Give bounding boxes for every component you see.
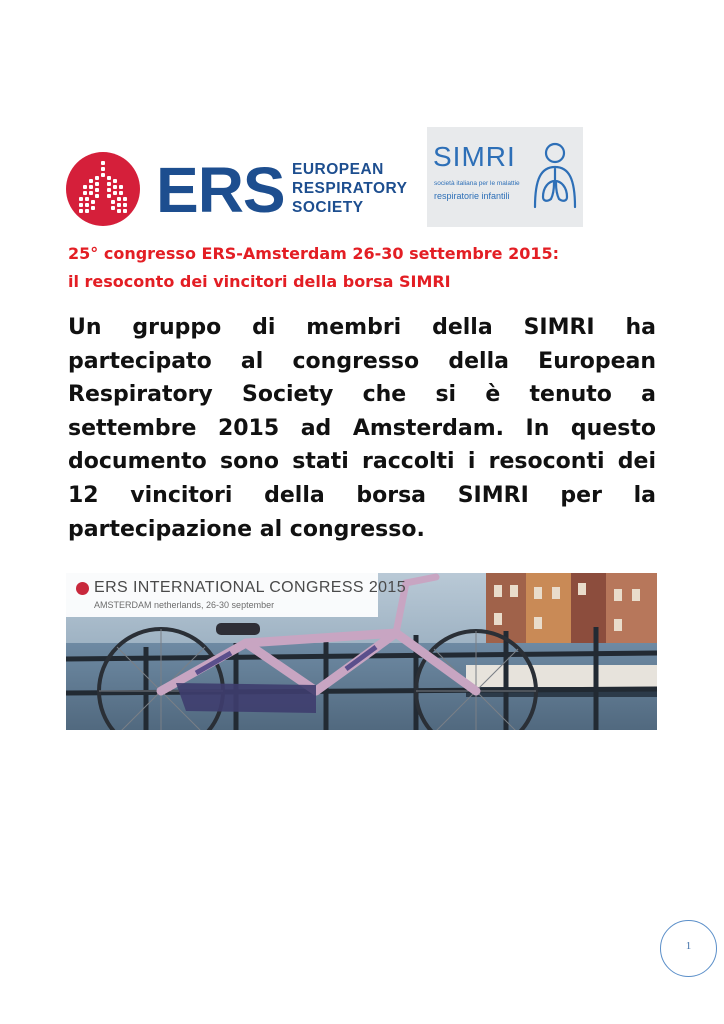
simri-name: SIMRI: [433, 141, 516, 172]
intro-paragraph: Un gruppo di membri della SIMRI ha partecipato al congresso della European Respiratory Society che si è tenuto a settembre 2015 ad Amsterdam. In questo documento sono stati raccolti i resoconti dei 12 vincitori della borsa SIMRI per la partecipazione al congresso.: [68, 315, 656, 542]
page-number-badge: [660, 920, 717, 977]
ers-word: RESPIRATORY: [292, 180, 408, 197]
ers-lungs-icon: [66, 152, 140, 226]
ers-word: EUROPEAN: [292, 161, 384, 178]
subtitle-line: il resoconto dei vincitori della borsa SIMRI: [68, 272, 451, 291]
banner-header: [66, 573, 407, 617]
simri-tagline-2: respiratorie infantili: [434, 191, 510, 201]
banner-title: ERS INTERNATIONAL CONGRESS 2015: [94, 579, 407, 596]
ers-wordmark: [292, 160, 407, 217]
congress-banner-image: [66, 573, 657, 730]
document-subtitle: [68, 240, 658, 296]
page-number: 1: [685, 940, 692, 952]
subtitle-line: 25° congresso ERS-Amsterdam 26-30 settembre 2015:: [68, 244, 560, 263]
banner-subtitle: AMSTERDAM netherlands, 26-30 september: [94, 600, 275, 610]
simri-tagline: società italiana per le malattie: [434, 180, 520, 187]
ers-word: SOCIETY: [292, 199, 364, 216]
ers-letters: ERS: [156, 154, 285, 226]
ers-mini-logo-icon: [76, 582, 89, 595]
ers-logo: [66, 150, 416, 230]
simri-logo: [427, 127, 583, 227]
child-lungs-icon: [531, 141, 579, 213]
